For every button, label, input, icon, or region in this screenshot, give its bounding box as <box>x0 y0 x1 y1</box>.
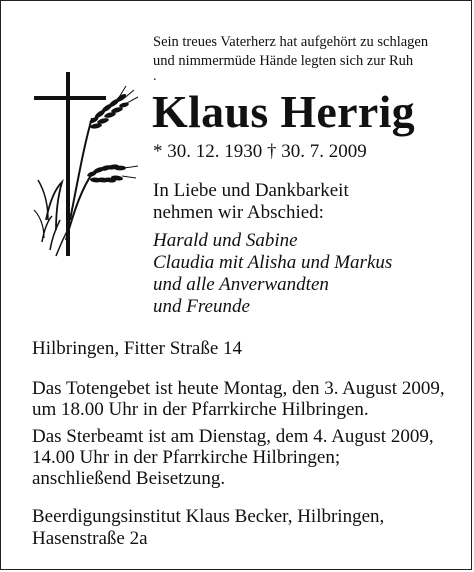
intro-line: nehmen wir Abschied: <box>153 202 324 223</box>
cross-with-wheat-icon <box>26 70 141 260</box>
mourners-list <box>153 230 392 318</box>
verse-line-1: Sein treues Vaterherz hat aufgehört zu schlagen <box>153 34 429 50</box>
funeral-home <box>32 506 384 550</box>
mourner-line: Harald und Sabine <box>153 230 298 251</box>
funeral-home-line: Beerdigungsinstitut Klaus Becker, Hilbringen, <box>32 506 385 527</box>
requiem-line: anschließend Beisetzung. <box>32 468 226 489</box>
intro-line: In Liebe und Dankbarkeit <box>153 180 349 201</box>
prayer-notice <box>32 378 445 420</box>
prayer-line: Das Totengebet ist heute Montag, den 3. August 2009, <box>32 378 445 399</box>
life-dates: * 30. 12. 1930 † 30. 7. 2009 <box>153 141 367 162</box>
prayer-line: um 18.00 Uhr in der Pfarrkirche Hilbringen. <box>32 399 369 420</box>
farewell-intro <box>153 180 349 224</box>
verse-line-3: . <box>153 69 157 84</box>
funeral-home-line: Hasenstraße 2a <box>32 528 148 549</box>
mourner-line: Claudia mit Alisha und Markus <box>153 252 393 273</box>
requiem-notice <box>32 426 434 489</box>
family-address: Hilbringen, Fitter Straße 14 <box>32 338 243 359</box>
requiem-line: Das Sterbeamt ist am Dienstag, dem 4. August 2009, <box>32 426 434 447</box>
deceased-name: Klaus Herrig <box>152 86 415 137</box>
requiem-line: 14.00 Uhr in der Pfarrkirche Hilbringen; <box>32 447 341 468</box>
verse-line-2: und nimmermüde Hände legten sich zur Ruh <box>153 53 414 69</box>
mourner-line: und alle Anverwandten <box>153 274 329 295</box>
mourner-line: und Freunde <box>153 296 250 317</box>
